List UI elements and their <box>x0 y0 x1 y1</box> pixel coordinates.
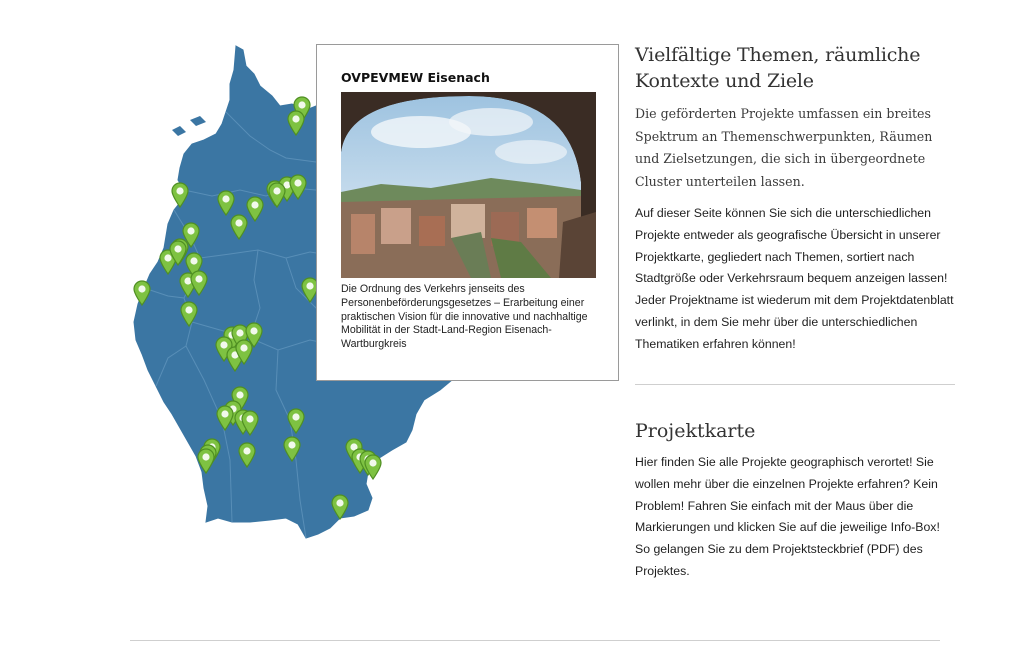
project-title[interactable]: OVPEVMEW Eisenach <box>341 70 490 85</box>
themes-intro: Die geförderten Projekte umfassen ein breites Spektrum an Themenschwerpunkten, Räumen und Zielsetzungen, die sich in übergeordnete Cluster unterteilen lassen. <box>635 106 933 189</box>
divider <box>635 384 955 385</box>
map-marker-icon[interactable] <box>235 339 253 365</box>
map-marker-icon[interactable] <box>190 270 208 296</box>
map-marker-icon[interactable] <box>287 110 305 136</box>
themes-heading: Vielfältige Themen, räumliche Kontexte und Ziele <box>635 44 921 92</box>
themes-body: Auf dieser Seite können Sie sich die unterschiedlichen Projekte entweder als geografische Übersicht in unserer Projektkarte, gegliedert nach Themen, sortiert nach Stadtgröße oder Verkehrsraum bequem anzeigen lassen! Jeder Projektname ist wiederum mit dem Projektdatenblatt verlinkt, in dem Sie mehr über die unterschiedlichen Thematiken erfahren können! <box>635 206 954 351</box>
map-marker-icon[interactable] <box>364 454 382 480</box>
map-marker-icon[interactable] <box>287 408 305 434</box>
map-marker-icon[interactable] <box>331 494 349 520</box>
project-map-body: Hier finden Sie alle Projekte geographisch verortet! Sie wollen mehr über die einzelnen Projekte erfahren? Kein Problem! Fahren Sie einfach mit der Maus über die Markierungen und klicken Sie auf die jeweilige Info-Box! So gelangen Sie zu dem Projektsteckbrief (PDF) des Projektes. <box>635 455 940 578</box>
map-marker-icon[interactable] <box>241 410 259 436</box>
map-marker-icon[interactable] <box>268 182 286 208</box>
map-marker-icon[interactable] <box>197 448 215 474</box>
map-marker-icon[interactable] <box>289 174 307 200</box>
project-photo <box>341 92 596 278</box>
project-description: Die Ordnung des Verkehrs jenseits des Personenbeförderungsgesetzes – Erarbeitung einer praktischen Vision für die innovative und nachhaltige Mobilität in der Stadt-Land-Region Eisenach-Wartburgkreis <box>341 283 588 351</box>
map-marker-icon[interactable] <box>230 214 248 240</box>
map-marker-icon[interactable] <box>133 280 151 306</box>
map-marker-icon[interactable] <box>169 240 187 266</box>
map-marker-icon[interactable] <box>246 196 264 222</box>
map-marker-icon[interactable] <box>217 190 235 216</box>
intro-section <box>635 42 955 356</box>
footer-divider <box>130 640 940 641</box>
project-map-section <box>635 418 955 583</box>
map-marker-icon[interactable] <box>180 301 198 327</box>
map-marker-icon[interactable] <box>238 442 256 468</box>
map-marker-icon[interactable] <box>216 405 234 431</box>
project-map-heading: Projektkarte <box>635 420 756 442</box>
map-marker-icon[interactable] <box>283 436 301 462</box>
project-info-box[interactable] <box>316 44 619 381</box>
map-marker-icon[interactable] <box>171 182 189 208</box>
